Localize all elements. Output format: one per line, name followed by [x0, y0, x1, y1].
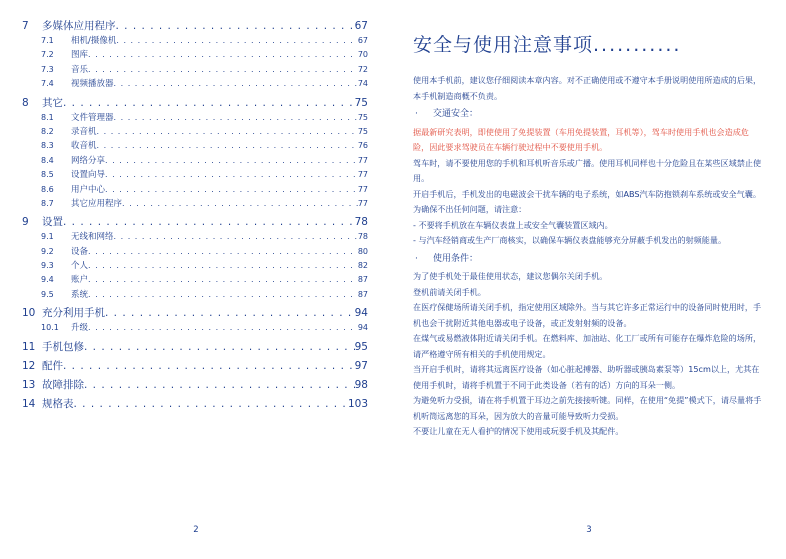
toc-dot-leader [88, 290, 358, 299]
toc-title: 其它 [42, 96, 63, 109]
toc-num: 10 [22, 307, 36, 320]
toc-dot-leader [84, 379, 355, 391]
toc-title: 设置 [42, 216, 63, 229]
toc-num: 8.4 [41, 155, 54, 165]
paragraph: 在医疗保健场所请关闭手机，指定使用区域除外。当与其它许多正常运行中的设备同时使用时，手机也会干扰附近其他电器或电子设备，或正发射射频的设备。 [413, 302, 762, 328]
toc-page-number: 87 [357, 275, 368, 285]
table-of-contents [22, 15, 368, 412]
toc-dot-leader [88, 261, 358, 270]
toc-title: 充分利用手机 [42, 307, 105, 320]
toc-page-number: 67 [357, 36, 368, 45]
toc-section-row[interactable] [22, 288, 368, 302]
list-item: - 与汽车经销商或生产厂商核实，以确保车辆仪表盘能够充分屏蔽手机发出的射频能量。 [413, 235, 727, 245]
toc-dot-leader [97, 127, 358, 136]
toc-page-number: 97 [354, 359, 368, 372]
toc-page-number: 98 [354, 378, 368, 391]
paragraph: 开启手机后，手机发出的电磁波会干扰车辆的电子系统，如ABS汽车防抱锁刹车系统或安全气囊。为确保不出任何问题，请注意： [413, 188, 761, 214]
toc-dot-leader [88, 65, 358, 74]
toc-num: 8.5 [41, 170, 54, 180]
toc-dot-leader [84, 341, 355, 353]
toc-dot-leader [63, 360, 355, 372]
bullet-icon: · [415, 109, 418, 119]
toc-chapter-row[interactable] [22, 396, 368, 412]
toc-title: 设备 [71, 246, 89, 257]
section-heading [413, 107, 765, 123]
paragraph: 不要让儿童在无人看护的情况下使用或玩耍手机及其配件。 [413, 426, 624, 436]
toc-dot-leader [105, 156, 358, 165]
toc-title: 其它应用程序 [71, 198, 123, 209]
toc-title: 音乐 [71, 64, 89, 75]
toc-num: 9 [22, 216, 29, 229]
toc-page-number: 75 [354, 96, 368, 109]
toc-section-row[interactable] [22, 168, 368, 182]
toc-dot-leader [105, 307, 355, 319]
toc-page-number: 74 [357, 79, 368, 89]
right-page [393, 0, 786, 559]
toc-num: 11 [22, 340, 36, 353]
toc-dot-leader [114, 79, 358, 88]
toc-title: 图库 [71, 50, 89, 61]
toc-page-number: 82 [357, 261, 368, 271]
toc-title: 设置向导 [71, 170, 106, 181]
toc-title: 配件 [42, 359, 63, 372]
paragraph: 当开启手机时，请将其远离医疗设备（如心脏起搏器、助听器或胰岛素泵等）15cm以上，尤其在使用手机时，请将手机置于不同于此类设备（若有的话）方向的耳朵一侧。 [413, 364, 760, 390]
toc-section-row[interactable] [22, 34, 368, 48]
toc-title: 系统 [71, 289, 89, 300]
bullet-icon: · [415, 253, 418, 264]
toc-page-number: 76 [357, 141, 368, 151]
toc-chapter-row[interactable] [22, 339, 368, 355]
toc-num: 10.1 [41, 323, 59, 333]
toc-num: 8 [22, 96, 29, 109]
toc-section-row[interactable] [22, 111, 368, 125]
toc-dot-leader [122, 199, 358, 208]
paragraph: 登机前请关闭手机。 [413, 286, 486, 297]
toc-title: 账户 [71, 275, 89, 286]
toc-dot-leader [88, 247, 358, 256]
heading-text: 安全与使用注意事项 [413, 34, 594, 56]
toc-chapter-row[interactable] [22, 377, 368, 393]
toc-dot-leader [88, 50, 358, 59]
toc-title: 故障排除 [42, 378, 84, 391]
toc-num: 7.2 [41, 50, 54, 60]
paragraph: 驾车时，请不要使用您的手机和耳机听音乐或广播。使用耳机同样也十分危险且在某些区域禁止使用。 [413, 157, 762, 183]
toc-page-number: 75 [357, 112, 368, 122]
toc-chapter-row[interactable] [22, 305, 368, 321]
toc-page-number: 77 [357, 170, 368, 180]
toc-page-number: 94 [354, 307, 368, 320]
toc-dot-leader [63, 216, 355, 228]
toc-num: 8.7 [41, 198, 54, 208]
section-heading [413, 252, 765, 268]
toc-title: 网络分享 [71, 155, 106, 166]
toc-page-number: 72 [357, 64, 368, 74]
toc-page-number: 70 [357, 50, 368, 60]
toc-page-number: 95 [354, 340, 368, 353]
toc-num: 9.5 [41, 289, 54, 299]
toc-title: 相机/摄像机 [71, 36, 117, 46]
section-heading-text: 交通安全： [433, 109, 479, 119]
toc-dot-leader [63, 97, 355, 109]
toc-num: 9.2 [41, 246, 54, 256]
paragraph: 为避免听力受损，请在将手机置于耳边之前先接接听键。同样，在使用“免提”模式下，请尽量将手机听筒远离您的耳朵，因为放大的音量可能导致听力受损。 [413, 395, 762, 421]
toc-section-row[interactable] [22, 230, 368, 244]
toc-num: 7.3 [41, 64, 54, 74]
toc-section-row[interactable] [22, 154, 368, 168]
page-heading [413, 30, 681, 57]
toc-section-row[interactable] [22, 125, 368, 139]
toc-title: 文件管理器 [71, 112, 114, 123]
list-item: - 不要将手机放在车辆仪表盘上或安全气囊装置区域内。 [413, 219, 613, 230]
toc-page-number: 87 [357, 289, 368, 299]
toc-section-row[interactable] [22, 259, 368, 273]
toc-chapter-row[interactable] [22, 95, 368, 111]
section-heading-text: 使用条件： [433, 253, 479, 264]
toc-dot-leader [116, 20, 355, 32]
toc-num: 8.6 [41, 184, 54, 194]
toc-title: 视频播放器 [71, 79, 114, 90]
heading-dots: ........... [593, 34, 682, 56]
toc-title: 规格表 [42, 397, 74, 410]
toc-dot-leader [97, 141, 358, 150]
toc-num: 12 [22, 359, 36, 372]
toc-section-row[interactable] [22, 273, 368, 287]
paragraph: 为了使手机处于最佳使用状态，建议您偶尔关闭手机。 [413, 271, 608, 281]
toc-section-row[interactable] [22, 183, 368, 197]
toc-page-number: 67 [354, 20, 368, 32]
toc-section-row[interactable] [22, 321, 368, 335]
toc-title: 升级 [71, 323, 89, 334]
toc-page-number: 80 [357, 246, 368, 256]
toc-title: 多媒体应用程序 [42, 20, 116, 32]
toc-page-number: 94 [357, 323, 368, 333]
toc-dot-leader [114, 232, 358, 241]
toc-page-number: 77 [357, 184, 368, 194]
toc-num: 8.3 [41, 141, 54, 151]
toc-num: 9.3 [41, 261, 54, 271]
paragraph: 在煤气或易燃液体附近请关闭手机。在燃料库、加油站、化工厂或所有可能存在爆炸危险的场所，请严格遵守所有相关的手机使用规定。 [413, 333, 762, 359]
toc-page-number: 103 [347, 397, 368, 410]
toc-num: 14 [22, 397, 36, 410]
page-number-right: 3 [586, 525, 592, 535]
toc-dot-leader [114, 113, 358, 122]
toc-dot-leader [116, 36, 357, 45]
toc-section-row[interactable] [22, 48, 368, 62]
toc-title: 录音机 [71, 126, 97, 137]
toc-num: 7 [22, 20, 29, 32]
toc-title: 无线和网络 [71, 232, 114, 243]
toc-num: 7.1 [41, 36, 54, 45]
toc-dot-leader [88, 323, 358, 332]
toc-chapter-row[interactable] [22, 18, 368, 34]
toc-page-number: 78 [357, 232, 368, 242]
toc-page-number: 77 [357, 155, 368, 165]
toc-title: 个人 [71, 261, 89, 272]
toc-chapter-row[interactable] [22, 214, 368, 230]
warning-paragraph: 据最新研究表明，即使使用了免提装置（车用免提装置，耳机等），驾车时使用手机也会造成危险，因此要求驾驶员在车辆行驶过程中不要使用手机。 [413, 126, 749, 152]
toc-section-row[interactable] [22, 77, 368, 91]
toc-chapter-row[interactable] [22, 358, 368, 374]
page-number-left: 2 [193, 525, 199, 535]
toc-num: 13 [22, 378, 36, 391]
toc-title: 收音机 [71, 141, 97, 152]
toc-num: 9.4 [41, 275, 54, 285]
toc-section-row[interactable] [22, 197, 368, 211]
toc-page-number: 78 [354, 216, 368, 229]
toc-dot-leader [74, 398, 348, 410]
toc-dot-leader [88, 275, 358, 284]
toc-title: 用户中心 [71, 184, 106, 195]
toc-num: 7.4 [41, 79, 54, 89]
toc-section-row[interactable] [22, 63, 368, 77]
toc-dot-leader [105, 170, 358, 179]
toc-title: 手机包修 [42, 340, 84, 353]
toc-section-row[interactable] [22, 139, 368, 153]
toc-section-row[interactable] [22, 245, 368, 259]
toc-page-number: 77 [357, 198, 368, 208]
toc-dot-leader [105, 185, 358, 194]
toc-num: 9.1 [41, 232, 54, 242]
toc-page-number: 75 [357, 126, 368, 136]
paragraph: 使用本手机前，建议您仔细阅读本章内容。对不正确使用或不遵守本手册说明使用所造成的后果，本手机制造商概不负责。 [413, 75, 762, 101]
safety-text-body [413, 73, 765, 440]
toc-num: 8.2 [41, 126, 54, 136]
toc-num: 8.1 [41, 112, 54, 122]
